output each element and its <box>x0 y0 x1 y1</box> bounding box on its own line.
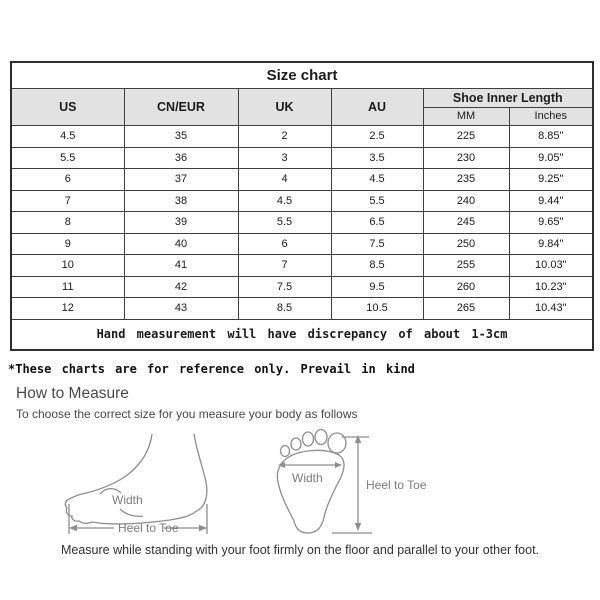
table-header-row <box>11 89 593 108</box>
foot-side-view-diagram <box>56 428 226 543</box>
cell-cneur: 36 <box>124 147 238 169</box>
measure-instruction: Measure while standing with your foot firmly on the floor and parallel to your other foot. <box>60 543 540 557</box>
cell-uk: 3 <box>238 147 331 169</box>
column-header-mm: MM <box>423 107 509 126</box>
cell-mm: 230 <box>423 147 509 169</box>
cell-cneur: 39 <box>124 212 238 234</box>
table-row <box>11 255 593 277</box>
cell-au: 9.5 <box>331 276 423 298</box>
column-header-uk: UK <box>238 89 331 126</box>
cell-uk: 7.5 <box>238 276 331 298</box>
cell-inches: 8.85" <box>509 126 593 148</box>
cell-mm: 260 <box>423 276 509 298</box>
cell-cneur: 38 <box>124 190 238 212</box>
cell-au: 5.5 <box>331 190 423 212</box>
toe <box>303 432 314 446</box>
cell-cneur: 37 <box>124 169 238 191</box>
cell-au: 3.5 <box>331 147 423 169</box>
cell-inches: 9.65" <box>509 212 593 234</box>
cell-mm: 265 <box>423 298 509 320</box>
table-row <box>11 298 593 320</box>
big-toe <box>328 433 346 453</box>
cell-us: 10 <box>11 255 124 277</box>
toe <box>291 438 301 450</box>
cell-inches: 10.43" <box>509 298 593 320</box>
cell-us: 7 <box>11 190 124 212</box>
cell-uk: 2 <box>238 126 331 148</box>
cell-inches: 10.03" <box>509 255 593 277</box>
size-chart-table <box>10 61 594 351</box>
table-row <box>11 147 593 169</box>
table-row <box>11 212 593 234</box>
table-row <box>11 169 593 191</box>
cell-inches: 9.05" <box>509 147 593 169</box>
cell-us: 11 <box>11 276 124 298</box>
cell-cneur: 40 <box>124 233 238 255</box>
cell-cneur: 42 <box>124 276 238 298</box>
side-width-label: Width <box>112 493 143 507</box>
table-footnote: Hand measurement will have discrepancy of about 1-3cm <box>11 319 593 350</box>
foot-side-leg-heel <box>194 434 207 512</box>
cell-mm: 245 <box>423 212 509 234</box>
foot-side-outline <box>65 434 195 524</box>
side-heel-to-toe-label: Heel to Toe <box>118 521 179 535</box>
cell-uk: 5.5 <box>238 212 331 234</box>
arrowhead-down <box>355 523 361 531</box>
cell-cneur: 41 <box>124 255 238 277</box>
top-width-label: Width <box>292 471 323 485</box>
toe <box>315 430 327 445</box>
top-heel-to-toe-label: Heel to Toe <box>366 478 427 492</box>
cell-us: 8 <box>11 212 124 234</box>
cell-us: 6 <box>11 169 124 191</box>
cell-cneur: 43 <box>124 298 238 320</box>
cell-inches: 10.23" <box>509 276 593 298</box>
foot-sole-outline <box>277 450 344 533</box>
cell-us: 4.5 <box>11 126 124 148</box>
cell-au: 2.5 <box>331 126 423 148</box>
cell-au: 4.5 <box>331 169 423 191</box>
cell-uk: 4.5 <box>238 190 331 212</box>
arrowhead-right <box>199 525 207 532</box>
table-row <box>11 126 593 148</box>
cell-mm: 240 <box>423 190 509 212</box>
cell-uk: 8.5 <box>238 298 331 320</box>
table-row <box>11 233 593 255</box>
table-title-row <box>11 62 593 89</box>
reference-note: *These charts are for reference only. Prevail in kind <box>8 362 415 376</box>
cell-au: 7.5 <box>331 233 423 255</box>
cell-uk: 7 <box>238 255 331 277</box>
table-row <box>11 276 593 298</box>
cell-mm: 235 <box>423 169 509 191</box>
cell-us: 5.5 <box>11 147 124 169</box>
cell-uk: 4 <box>238 169 331 191</box>
cell-us: 12 <box>11 298 124 320</box>
cell-mm: 250 <box>423 233 509 255</box>
foot-side-ball-line <box>120 509 143 516</box>
cell-au: 10.5 <box>331 298 423 320</box>
table-footnote-row <box>11 319 593 350</box>
how-to-measure-subtitle: To choose the correct size for you measure your body as follows <box>16 407 358 421</box>
arrowhead-up <box>355 435 361 443</box>
cell-inches: 9.44" <box>509 190 593 212</box>
cell-cneur: 35 <box>124 126 238 148</box>
cell-au: 6.5 <box>331 212 423 234</box>
cell-uk: 6 <box>238 233 331 255</box>
cell-mm: 255 <box>423 255 509 277</box>
column-header-inner-length: Shoe Inner Length <box>423 89 593 108</box>
cell-us: 9 <box>11 233 124 255</box>
arrowhead-left <box>69 525 77 532</box>
column-header-us: US <box>11 89 124 126</box>
cell-au: 8.5 <box>331 255 423 277</box>
table-row <box>11 190 593 212</box>
toe-small <box>281 446 290 457</box>
cell-mm: 225 <box>423 126 509 148</box>
how-to-measure-heading: How to Measure <box>16 385 129 402</box>
cell-inches: 9.25" <box>509 169 593 191</box>
column-header-au: AU <box>331 89 423 126</box>
column-header-inches: Inches <box>509 107 593 126</box>
cell-inches: 9.84" <box>509 233 593 255</box>
table-title: Size chart <box>11 62 593 89</box>
column-header-cneur: CN/EUR <box>124 89 238 126</box>
